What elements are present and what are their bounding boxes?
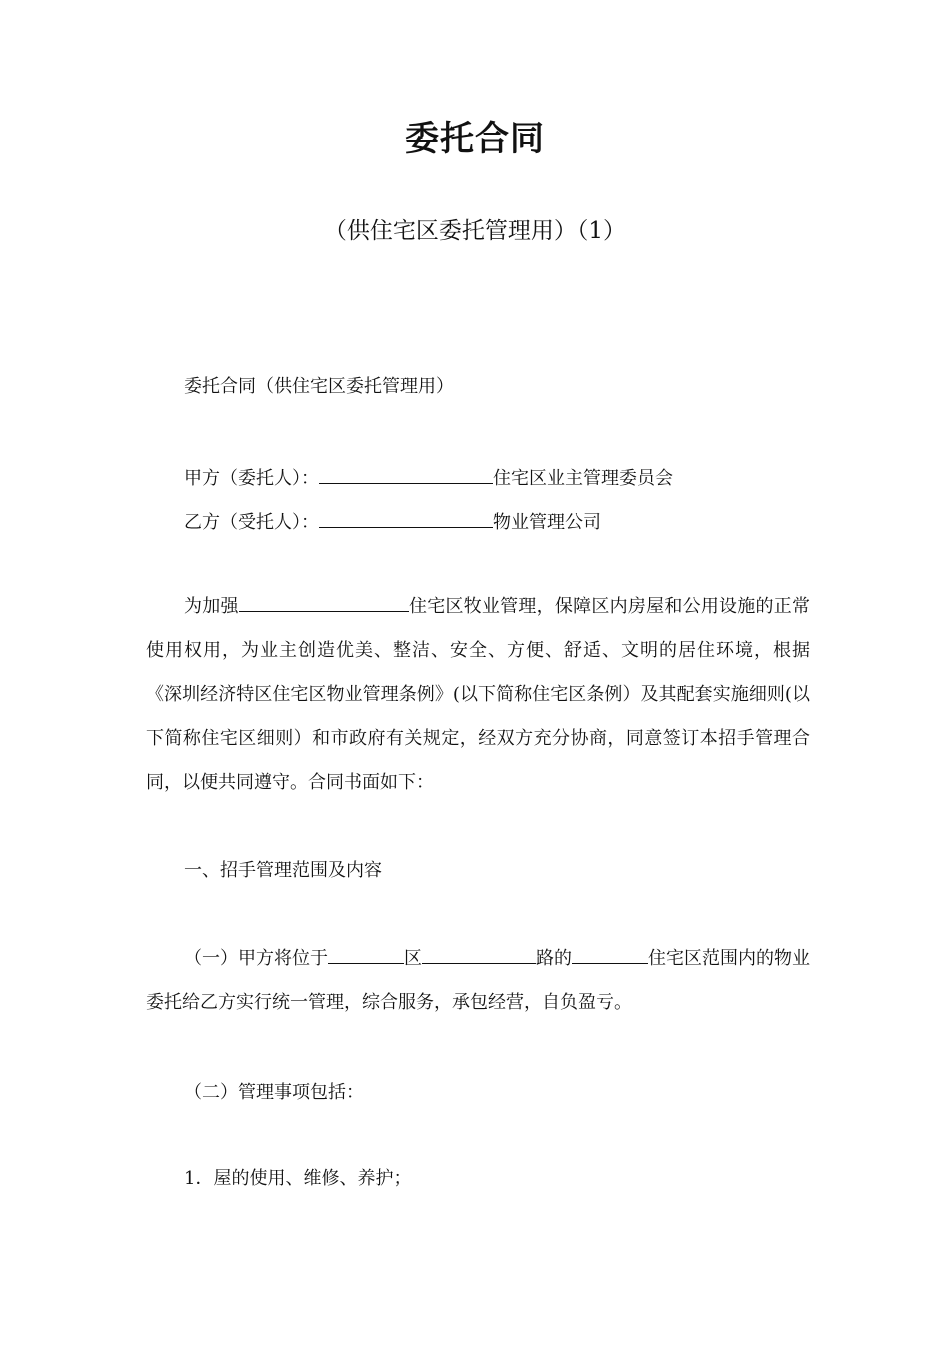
clause-1-paragraph — [146, 937, 810, 1025]
clause-1-lead: （一）甲方将位于 — [184, 948, 328, 969]
party-a-label: 甲方（委托人）： — [184, 468, 319, 489]
contract-heading: 委托合同（供住宅区委托管理用） — [184, 376, 454, 397]
party-b-line — [184, 505, 601, 538]
clause-1-road: 路的 — [536, 948, 572, 969]
document-title: 委托合同 — [405, 119, 545, 159]
document-subtitle: （供住宅区委托管理用）（1） — [323, 218, 627, 244]
party-b-label: 乙方（受托人）： — [184, 512, 319, 533]
preamble-blank — [239, 589, 409, 612]
preamble-text: 住宅区牧业管理，保障区内房屋和公用设施的正常使用权用，为业主创造优美、整洁、安全、方便、舒适、文明的居住环境，根据《深圳经济特区住宅区物业管理条例》(以下简称住宅区条例）及其配套实施细则(以下简称住宅区细则）和市政府有关规定，经双方充分协商，同意签订本招手管理合同，以便共同遵守。合同书面如下： — [146, 596, 811, 793]
clause-1-district: 区 — [404, 948, 422, 969]
party-a-suffix: 住宅区业主管理委员会 — [493, 468, 673, 489]
preamble-paragraph — [146, 585, 810, 805]
district-blank — [328, 941, 404, 964]
clause-2-heading: （二）管理事项包括： — [184, 1082, 364, 1103]
clause-1-text: 住宅区范围内的物业委托给乙方实行统一管理，综合服务，承包经营，自负盈亏。 — [146, 948, 810, 1013]
party-a-blank — [319, 461, 493, 484]
preamble-lead: 为加强 — [184, 596, 239, 617]
road-blank — [422, 941, 536, 964]
party-a-line — [184, 461, 673, 494]
estate-blank — [572, 941, 648, 964]
item-1: 1．屋的使用、维修、养护； — [184, 1168, 412, 1189]
party-b-suffix: 物业管理公司 — [493, 512, 601, 533]
party-b-blank — [319, 505, 493, 528]
section-heading: 一、招手管理范围及内容 — [184, 860, 382, 881]
